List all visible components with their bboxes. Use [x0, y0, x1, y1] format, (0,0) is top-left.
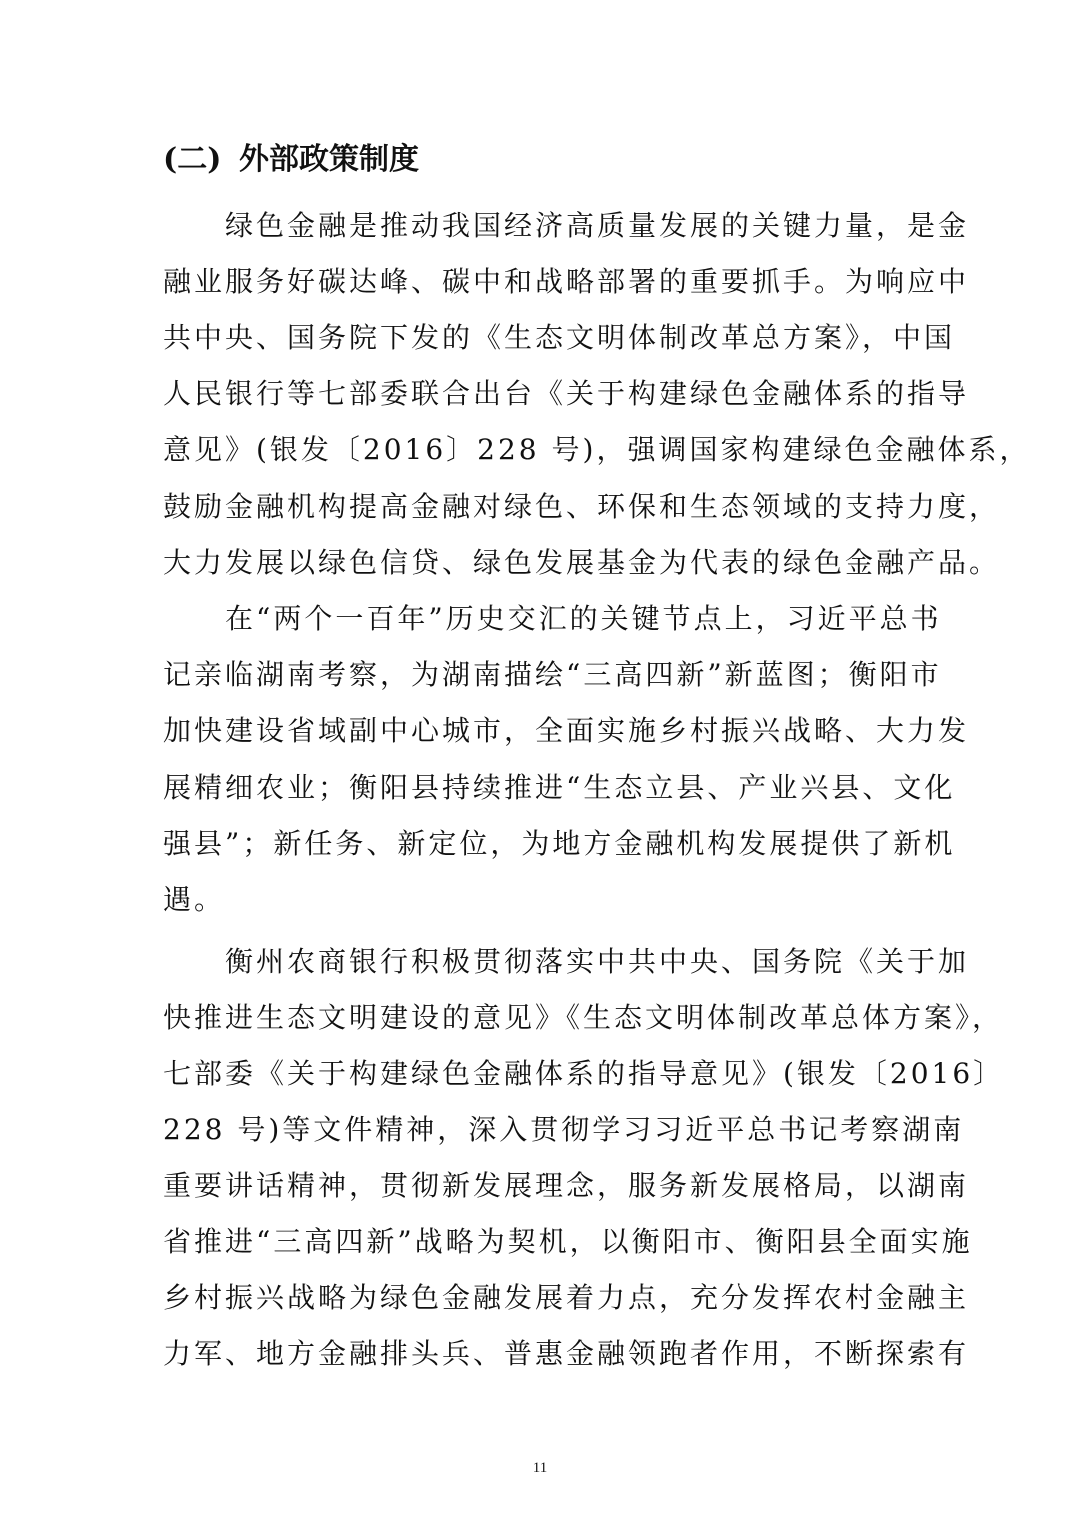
text-line: 快推进生态文明建设的意见》《生态文明体制改革总体方案》，: [163, 1001, 1004, 1034]
section-heading: [163, 140, 419, 180]
text-line: 在“两个一百年”历史交汇的关键节点上，习近平总书: [163, 602, 942, 635]
text-line: 强县”；新任务、新定位，为地方金融机构发展提供了新机: [163, 827, 956, 860]
text-line: 重要讲话精神，贯彻新发展理念，服务新发展格局，以湖南: [163, 1169, 970, 1202]
text-line: 228 号)等文件精神，深入贯彻学习习近平总书记考察湖南: [163, 1113, 965, 1146]
text-line: 七部委《关于构建绿色金融体系的指导意见》(银发〔2016〕: [163, 1057, 1005, 1090]
text-line: 大力发展以绿色信贷、绿色发展基金为代表的绿色金融产品。: [163, 546, 1001, 579]
text-line: 乡村振兴战略为绿色金融发展着力点，充分发挥农村金融主: [163, 1281, 970, 1314]
text-line: 绿色金融是推动我国经济高质量发展的关键力量，是金: [163, 209, 970, 242]
text-line: 融业服务好碳达峰、碳中和战略部署的重要抓手。为响应中: [163, 265, 970, 298]
text-line: 力军、地方金融排头兵、普惠金融领跑者作用，不断探索有: [163, 1337, 970, 1370]
section-number: (二): [163, 142, 222, 177]
text-line: 意见》(银发〔2016〕228 号)，强调国家构建绿色金融体系，: [163, 433, 1031, 466]
text-line: 鼓励金融机构提高金融对绿色、环保和生态领域的支持力度，: [163, 490, 1001, 523]
text-line: 共中央、国务院下发的《生态文明体制改革总方案》，中国: [163, 321, 956, 354]
page-number: 11: [532, 1460, 548, 1476]
section-title: 外部政策制度: [239, 142, 419, 177]
text-line: 衡州农商银行积极贯彻落实中共中央、国务院《关于加: [163, 945, 970, 978]
text-line: 省推进“三高四新”战略为契机，以衡阳市、衡阳县全面实施: [163, 1225, 973, 1258]
text-line: 展精细农业；衡阳县持续推进“生态立县、产业兴县、文化: [163, 771, 956, 804]
text-line: 人民银行等七部委联合出台《关于构建绿色金融体系的指导: [163, 377, 970, 410]
text-line: 记亲临湖南考察，为湖南描绘“三高四新”新蓝图；衡阳市: [163, 658, 942, 691]
text-line: 遇。: [163, 883, 226, 916]
text-line: 加快建设省域副中心城市，全面实施乡村振兴战略、大力发: [163, 714, 970, 747]
